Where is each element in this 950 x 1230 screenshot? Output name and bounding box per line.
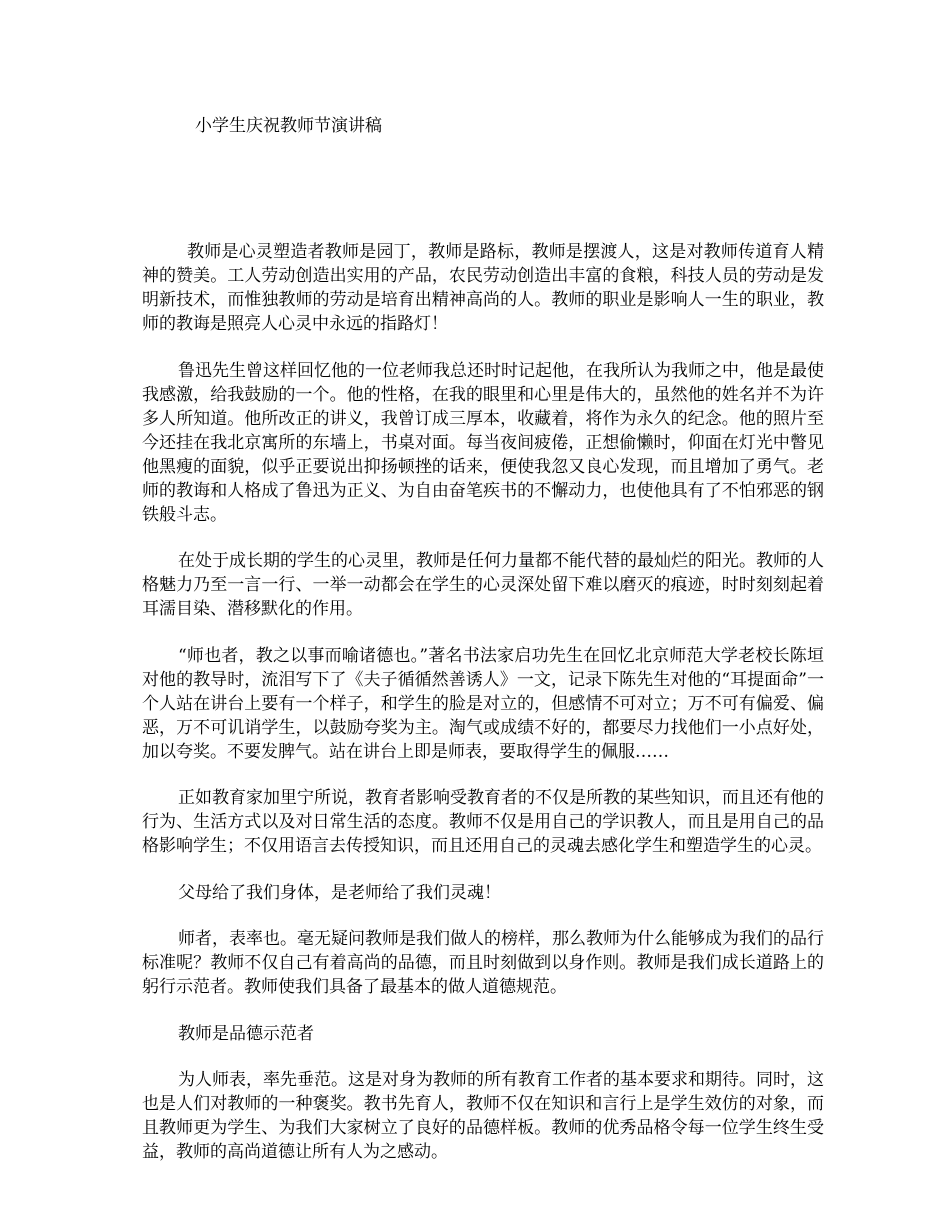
paragraph-3: 在处于成长期的学生的心灵里，教师是任何力量都不能代替的最灿烂的阳光。教师的人格魅力乃至一言一行、一举一动都会在学生的心灵深处留下难以磨灭的痕迹，时时刻刻起着耳濡目染、潜移默化的作用。 bbox=[142, 551, 824, 619]
document-body bbox=[142, 240, 824, 1187]
paragraph-6: 父母给了我们身体，是老师给了我们灵魂！ bbox=[178, 882, 501, 903]
paragraph-9: 为人师表，率先垂范。这是对身为教师的所有教育工作者的基本要求和期待。同时，这也是人们对教师的一种褒奖。教书先育人，教师不仅在知识和言行上是学生效仿的对象，而且教师更为学生、为我们大家树立了良好的品德样板。教师的优秀品格令每一位学生终生受益，教师的高尚道德让所有人为之感动。 bbox=[142, 1070, 824, 1162]
paragraph-2: 鲁迅先生曾这样回忆他的一位老师我总还时时记起他，在我所认为我师之中，他是最使我感激，给我鼓励的一个。他的性格，在我的眼里和心里是伟大的，虽然他的姓名并不为许多人所知道。他所改正的讲义，我曾订成三厚本，收藏着，将作为永久的纪念。他的照片至今还挂在我北京寓所的东墙上，书桌对面。每当夜间疲倦，正想偷懒时，仰面在灯光中瞥见他黑瘦的面貌，似乎正要说出抑扬顿挫的话来，便使我忽又良心发现，而且增加了勇气。老师的教诲和人格成了鲁迅为正义、为自由奋笔疾书的不懈动力，也使他具有了不怕邪恶的钢铁般斗志。 bbox=[142, 360, 824, 525]
paragraph-7: 师者，表率也。毫无疑问教师是我们做人的榜样，那么教师为什么能够成为我们的品行标准呢？教师不仅自己有着高尚的品德，而且时刻做到以身作则。教师是我们成长道路上的躬行示范者。教师使我们具备了最基本的做人道德规范。 bbox=[142, 929, 824, 997]
section-heading: 教师是品德示范者 bbox=[178, 1023, 314, 1044]
paragraph-5: 正如教育家加里宁所说，教育者影响受教育者的不仅是所教的某些知识，而且还有他的行为、生活方式以及对日常生活的态度。教师不仅是用自己的学识教人，而且是用自己的品格影响学生；不仅用语言去传授知识，而且还用自己的灵魂去感化学生和塑造学生的心灵。 bbox=[142, 788, 824, 856]
document-title: 小学生庆祝教师节演讲稿 bbox=[195, 116, 382, 136]
paragraph-4: “师也者，教之以事而喻诸德也。”著名书法家启功先生在回忆北京师范大学老校长陈垣对他的教导时，流泪写下了《夫子循循然善诱人》一文，记录下陈先生对他的“耳提面命”一个人站在讲台上要有一个样子，和学生的脸是对立的，但感情不可对立；万不可有偏爱、偏恶，万不可讥诮学生，以鼓励夸奖为主。淘气或成绩不好的，都要尽力找他们一小点好处，加以夸奖。不要发脾气。站在讲台上即是师表，要取得学生的佩服…… bbox=[142, 645, 824, 762]
paragraph-1: 教师是心灵塑造者教师是园丁，教师是路标，教师是摆渡人，这是对教师传道育人精神的赞美。工人劳动创造出实用的产品，农民劳动创造出丰富的食粮，科技人员的劳动是发明新技术，而惟独教师的劳动是培育出精神高尚的人。教师的职业是影响人一生的职业，教师的教诲是照亮人心灵中永远的指路灯！ bbox=[142, 242, 824, 334]
